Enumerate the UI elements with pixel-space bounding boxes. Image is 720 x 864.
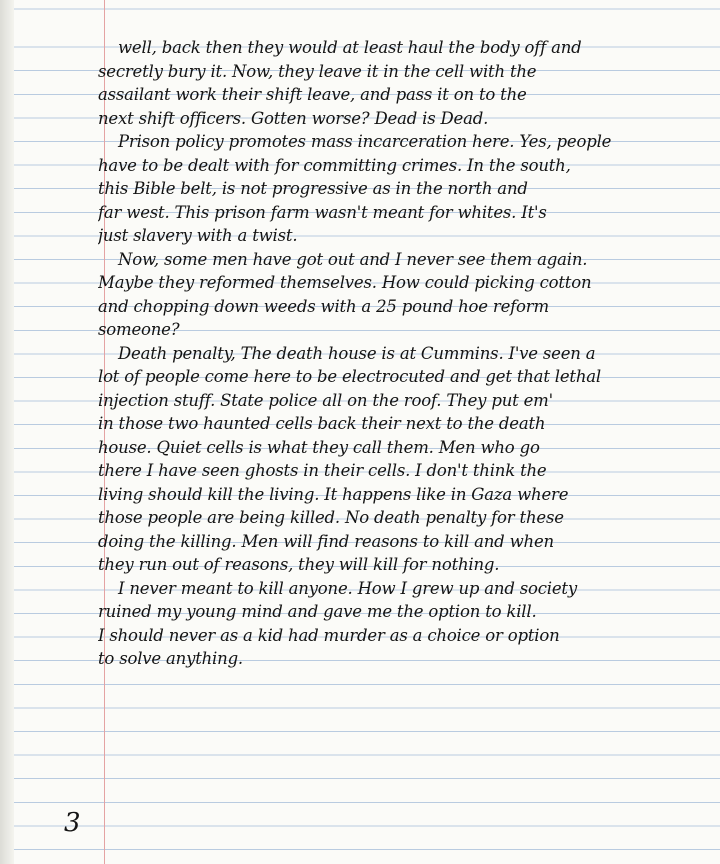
text-line: doing the killing. Men will find reasons to kill and when bbox=[98, 531, 554, 551]
text-line: and chopping down weeds with a 25 pound hoe reform bbox=[98, 296, 549, 316]
text-line: assailant work their shift leave, and pass it on to the bbox=[98, 85, 527, 104]
text-line: someone? bbox=[98, 320, 180, 339]
text-line: well, back then they would at least haul the body off and bbox=[118, 38, 582, 57]
text-line: I never meant to kill anyone. How I grew up and society bbox=[118, 578, 577, 598]
text-line: Maybe they reformed themselves. How could picking cotton bbox=[98, 273, 592, 292]
text-line: next shift officers. Gotten worse? Dead is Dead. bbox=[98, 108, 489, 128]
text-line: this Bible belt, is not progressive as in the north and bbox=[98, 179, 528, 198]
text-line: I should never as a kid had murder as a choice or option bbox=[98, 625, 560, 645]
text-line: house. Quiet cells is what they call them. Men who go bbox=[98, 437, 540, 457]
text-line: injection stuff. State police all on the roof. They put em' bbox=[98, 390, 553, 410]
text-line: those people are being killed. No death penalty for these bbox=[98, 508, 564, 527]
paper-left-edge bbox=[0, 0, 14, 864]
handwritten-text bbox=[98, 36, 714, 671]
text-line: just slavery with a twist. bbox=[98, 226, 298, 245]
text-line: Prison policy promotes mass incarceration here. Yes, people bbox=[118, 132, 612, 151]
text-line: there I have seen ghosts in their cells. I don't think the bbox=[98, 461, 547, 480]
text-line: Death penalty, The death house is at Cummins. I've seen a bbox=[118, 343, 596, 363]
text-line: lot of people come here to be electrocuted and get that lethal bbox=[98, 367, 602, 386]
text-line: to solve anything. bbox=[98, 649, 243, 668]
text-line: living should kill the living. It happens like in Gaza where bbox=[98, 484, 569, 504]
text-line: far west. This prison farm wasn't meant for whites. It's bbox=[98, 202, 547, 222]
text-line: ruined my young mind and gave me the option to kill. bbox=[98, 602, 537, 621]
text-line: in those two haunted cells back their next to the death bbox=[98, 414, 546, 433]
text-line: they run out of reasons, they will kill for nothing. bbox=[98, 555, 500, 574]
text-line: secretly bury it. Now, they leave it in the cell with the bbox=[98, 61, 537, 81]
text-line: Now, some men have got out and I never see them again. bbox=[118, 249, 588, 269]
page-number: 3 bbox=[64, 808, 81, 838]
text-line: have to be dealt with for committing crimes. In the south, bbox=[98, 155, 571, 175]
